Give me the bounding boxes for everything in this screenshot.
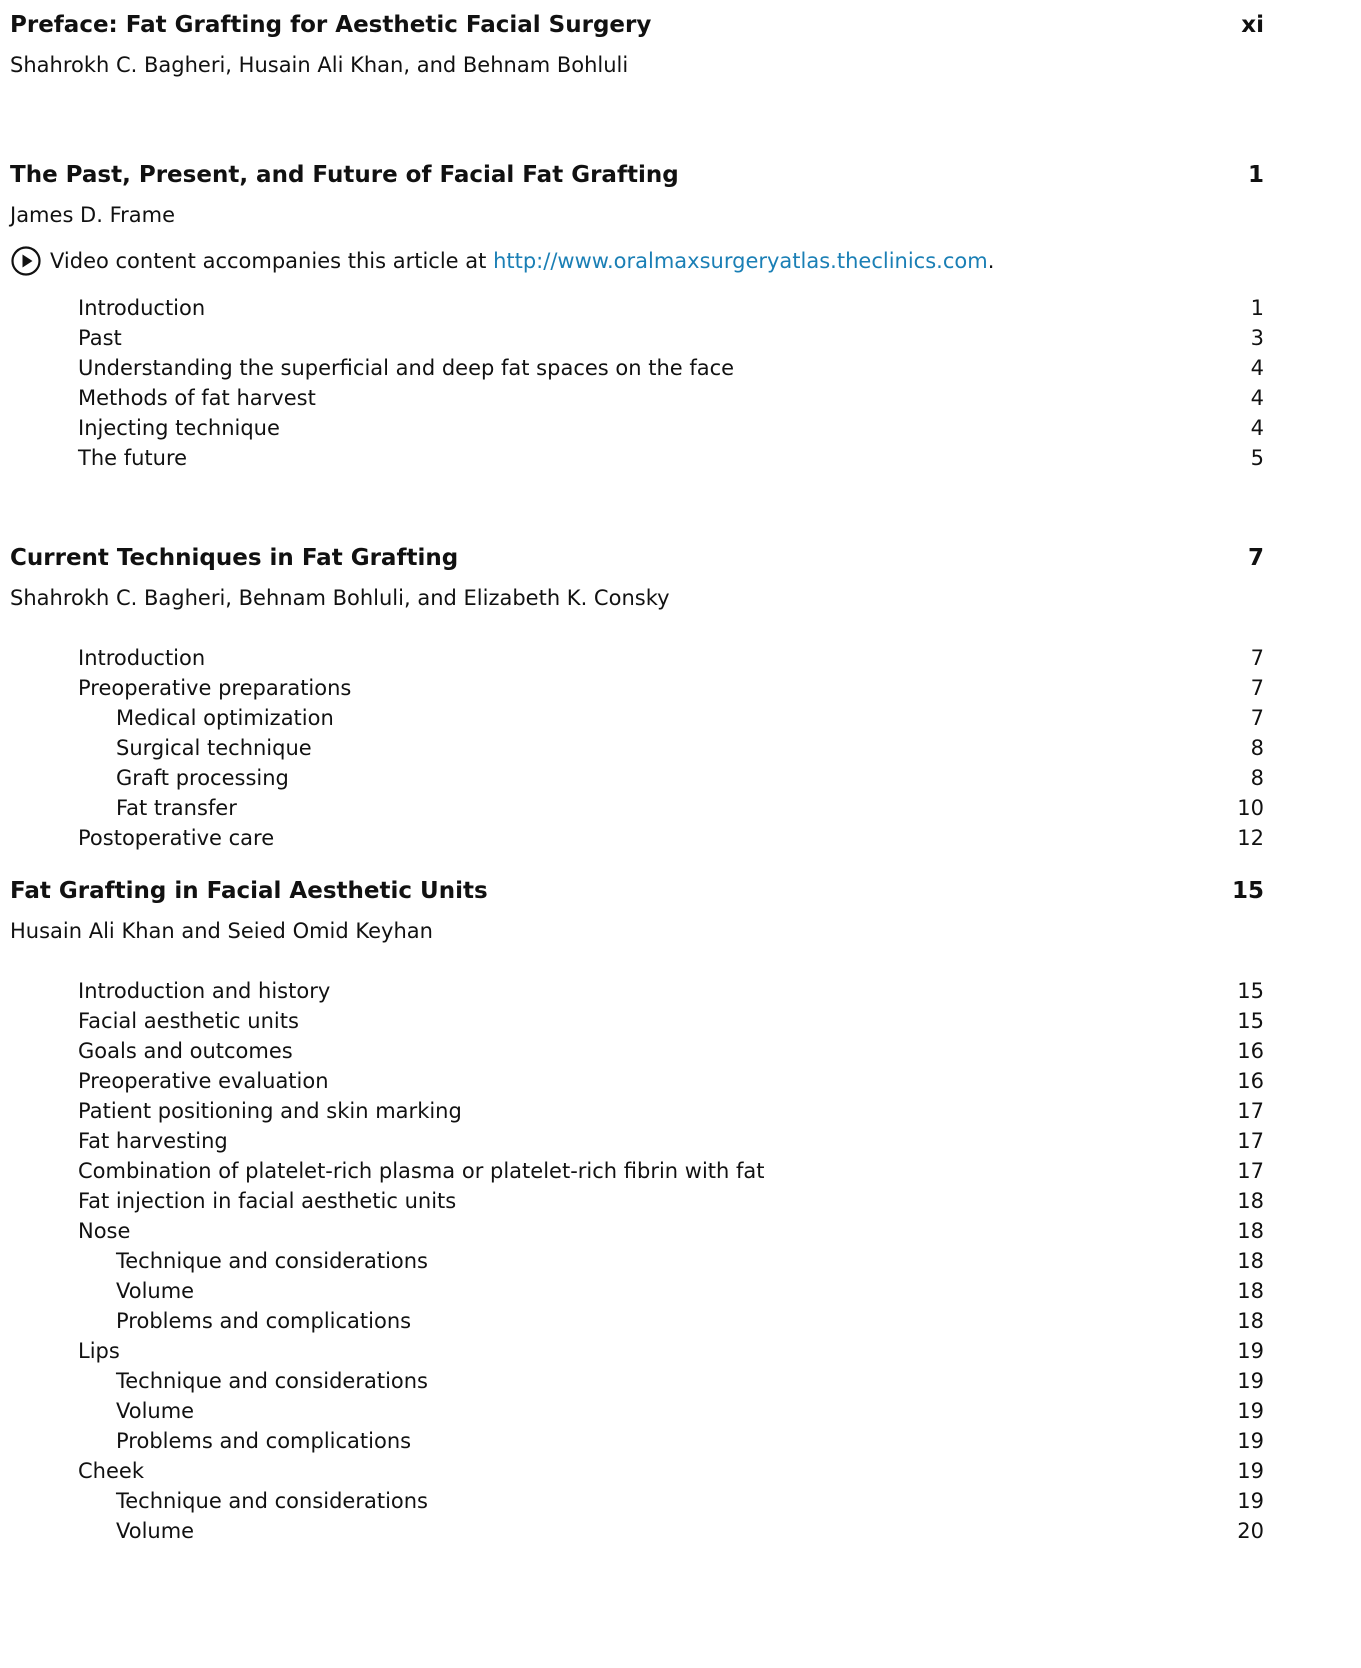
entry-title: Past — [78, 326, 122, 350]
entry-page-number: 5 — [1250, 446, 1264, 470]
toc-subentry[interactable] — [10, 1366, 1264, 1396]
entry-page-number: 17 — [1237, 1129, 1264, 1153]
toc-subentry[interactable] — [10, 763, 1264, 793]
entry-title: Postoperative care — [78, 826, 275, 850]
entry-title: Surgical technique — [116, 736, 312, 760]
toc-entry[interactable] — [10, 323, 1264, 353]
entry-title: Volume — [116, 1279, 195, 1303]
toc-section-facial-aesthetic-units — [10, 868, 1264, 1546]
section-authors: Shahrokh C. Bagheri, Behnam Bohluli, and Elizabeth K. Consky — [10, 586, 670, 610]
toc-entry[interactable] — [10, 413, 1264, 443]
toc-section-past-present-future — [10, 152, 1264, 473]
toc-entry[interactable] — [10, 1096, 1264, 1126]
entry-title: Lips — [78, 1339, 120, 1363]
section-title: Fat Grafting in Facial Aesthetic Units — [10, 878, 488, 904]
toc-section-preface — [10, 2, 1264, 80]
toc-entries — [10, 293, 1264, 473]
toc-entry[interactable] — [10, 673, 1264, 703]
toc-entry[interactable] — [10, 1456, 1264, 1486]
toc-entry[interactable] — [10, 976, 1264, 1006]
toc-entry[interactable] — [10, 1186, 1264, 1216]
video-notice — [10, 245, 1264, 277]
entry-title: Goals and outcomes — [78, 1039, 293, 1063]
entry-page-number: 7 — [1250, 646, 1264, 670]
entry-title: Understanding the superficial and deep fat spaces on the face — [78, 356, 735, 380]
entry-title: Fat transfer — [116, 796, 237, 820]
toc-entries — [10, 976, 1264, 1546]
entry-page-number: 8 — [1250, 736, 1264, 760]
entry-page-number: 19 — [1237, 1339, 1264, 1363]
entry-title: Medical optimization — [116, 706, 334, 730]
entry-page-number: 19 — [1237, 1399, 1264, 1423]
entry-page-number: 8 — [1250, 766, 1264, 790]
entry-title: Problems and complications — [116, 1309, 412, 1333]
toc-entry[interactable] — [10, 1066, 1264, 1096]
toc-entry[interactable] — [10, 1336, 1264, 1366]
entry-page-number: 17 — [1237, 1099, 1264, 1123]
toc-entry[interactable] — [10, 1006, 1264, 1036]
section-title: The Past, Present, and Future of Facial Fat Grafting — [10, 162, 679, 188]
entry-title: Injecting technique — [78, 416, 280, 440]
entry-page-number: 16 — [1237, 1039, 1264, 1063]
entry-title: Introduction — [78, 646, 206, 670]
entry-page-number: 18 — [1237, 1219, 1264, 1243]
toc-subentry[interactable] — [10, 703, 1264, 733]
toc-entry[interactable] — [10, 1156, 1264, 1186]
video-notice-text: Video content accompanies this article at — [50, 249, 494, 273]
entry-title: Introduction — [78, 296, 206, 320]
entry-title: Volume — [116, 1519, 195, 1543]
section-page-number: 15 — [1231, 878, 1264, 904]
entry-page-number: 1 — [1250, 296, 1264, 320]
section-page-number: 1 — [1247, 162, 1264, 188]
entry-title: Combination of platelet-rich plasma or platelet-rich fibrin with fat — [78, 1159, 765, 1183]
entry-page-number: 20 — [1237, 1519, 1264, 1543]
toc-entry[interactable] — [10, 1216, 1264, 1246]
section-title: Preface: Fat Grafting for Aesthetic Facial Surgery — [10, 12, 652, 38]
entry-page-number: 4 — [1250, 386, 1264, 410]
entry-page-number: 15 — [1237, 979, 1264, 1003]
toc-entry[interactable] — [10, 443, 1264, 473]
entry-page-number: 3 — [1250, 326, 1264, 350]
toc-subentry[interactable] — [10, 1306, 1264, 1336]
entry-title: The future — [78, 446, 188, 470]
entry-page-number: 12 — [1237, 826, 1264, 850]
section-heading[interactable] — [10, 535, 1264, 581]
entry-title: Fat harvesting — [78, 1129, 228, 1153]
entry-page-number: 18 — [1237, 1309, 1264, 1333]
entry-page-number: 15 — [1237, 1009, 1264, 1033]
entry-page-number: 7 — [1250, 676, 1264, 700]
toc-entry[interactable] — [10, 1036, 1264, 1066]
toc-subentry[interactable] — [10, 733, 1264, 763]
entry-title: Methods of fat harvest — [78, 386, 316, 410]
entry-title: Facial aesthetic units — [78, 1009, 299, 1033]
section-page-number: xi — [1241, 12, 1264, 38]
toc-entry[interactable] — [10, 383, 1264, 413]
toc-entry[interactable] — [10, 643, 1264, 673]
entry-page-number: 19 — [1237, 1369, 1264, 1393]
entry-title: Introduction and history — [78, 979, 331, 1003]
toc-subentry[interactable] — [10, 1516, 1264, 1546]
toc-entry[interactable] — [10, 1126, 1264, 1156]
toc-subentry[interactable] — [10, 1276, 1264, 1306]
entry-title: Problems and complications — [116, 1429, 412, 1453]
toc-subentry[interactable] — [10, 1426, 1264, 1456]
entry-page-number: 18 — [1237, 1189, 1264, 1213]
entry-page-number: 7 — [1250, 706, 1264, 730]
section-heading[interactable] — [10, 868, 1264, 914]
entry-title: Technique and considerations — [116, 1489, 428, 1513]
section-authors: Husain Ali Khan and Seied Omid Keyhan — [10, 919, 433, 943]
play-circle-icon[interactable] — [10, 245, 42, 277]
toc-entry[interactable] — [10, 353, 1264, 383]
video-link[interactable]: http://www.oralmaxsurgeryatlas.theclinics.com — [493, 249, 988, 273]
entry-page-number: 18 — [1237, 1279, 1264, 1303]
entry-page-number: 4 — [1250, 416, 1264, 440]
entry-title: Technique and considerations — [116, 1369, 428, 1393]
entry-title: Volume — [116, 1399, 195, 1423]
entry-page-number: 10 — [1237, 796, 1264, 820]
entry-title: Cheek — [78, 1459, 144, 1483]
toc-subentry[interactable] — [10, 1396, 1264, 1426]
entry-title: Patient positioning and skin marking — [78, 1099, 462, 1123]
entry-title: Preoperative evaluation — [78, 1069, 329, 1093]
entry-page-number: 19 — [1237, 1489, 1264, 1513]
toc-entries — [10, 643, 1264, 853]
section-authors: Shahrokh C. Bagheri, Husain Ali Khan, and Behnam Bohluli — [10, 53, 629, 77]
toc-entry[interactable] — [10, 293, 1264, 323]
section-heading[interactable] — [10, 2, 1264, 48]
entry-title: Technique and considerations — [116, 1249, 428, 1273]
entry-page-number: 18 — [1237, 1249, 1264, 1273]
entry-page-number: 4 — [1250, 356, 1264, 380]
entry-title: Fat injection in facial aesthetic units — [78, 1189, 457, 1213]
entry-page-number: 19 — [1237, 1459, 1264, 1483]
entry-page-number: 19 — [1237, 1429, 1264, 1453]
toc-entry[interactable] — [10, 823, 1264, 853]
toc-subentry[interactable] — [10, 1246, 1264, 1276]
section-authors: James D. Frame — [10, 203, 176, 227]
section-page-number: 7 — [1247, 545, 1264, 571]
toc-subentry[interactable] — [10, 1486, 1264, 1516]
section-title: Current Techniques in Fat Grafting — [10, 545, 459, 571]
entry-title: Nose — [78, 1219, 131, 1243]
toc-subentry[interactable] — [10, 793, 1264, 823]
video-notice-suffix: . — [987, 249, 995, 273]
entry-page-number: 16 — [1237, 1069, 1264, 1093]
toc-section-current-techniques — [10, 535, 1264, 853]
entry-title: Preoperative preparations — [78, 676, 352, 700]
entry-page-number: 17 — [1237, 1159, 1264, 1183]
section-heading[interactable] — [10, 152, 1264, 198]
entry-title: Graft processing — [116, 766, 289, 790]
